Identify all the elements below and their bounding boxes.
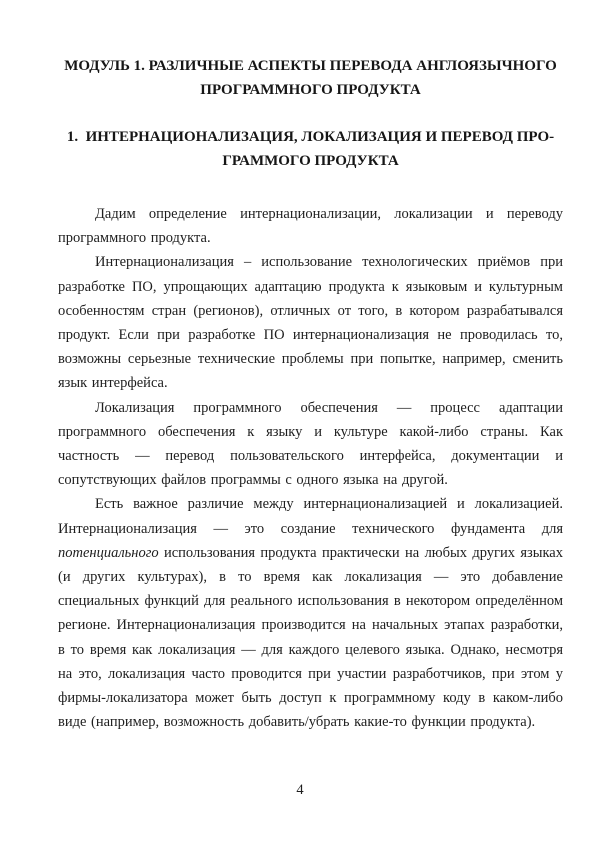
section-heading-line1: 1. ИНТЕРНАЦИОНАЛИЗАЦИЯ, ЛОКАЛИЗАЦИЯ И ПЕРЕВОД ПРО-	[66, 129, 555, 145]
page-content	[58, 54, 563, 734]
section-heading-line2: ГРАММОГО ПРОДУКТА	[222, 153, 399, 169]
page-number: 4	[296, 782, 304, 798]
module-heading-line2: ПРОГРАММНОГО ПРОДУКТА	[200, 82, 421, 98]
text-run: Есть важное различие между интернационализацией и локализацией. Интернационализация — это создание технического фундамента для	[58, 496, 563, 537]
paragraph	[58, 202, 563, 250]
text-run: Интернационализация – использование технологических приёмов при разработке ПО, упрощающих адаптацию продукта к языковым и культурным особенностям стран (регионов), отличных от того, в котором разрабатывался продукт. Если при разработке ПО интернационализация не проводилась то, возможны серьезные технические проблемы при попытке, например, сменить язык интерфейса.	[58, 254, 563, 392]
paragraph	[58, 492, 563, 734]
section-heading	[58, 125, 563, 173]
italic-text-run: потенциального	[58, 544, 159, 561]
paragraph	[58, 396, 563, 493]
paragraph	[58, 250, 563, 395]
module-heading-line1: МОДУЛЬ 1. РАЗЛИЧНЫЕ АСПЕКТЫ ПЕРЕВОДА АНГЛОЯЗЫЧНОГО	[64, 58, 557, 74]
paragraphs	[58, 202, 563, 734]
text-run: использования продукта практически на любых других языках (и других культурах), в то время как локализация — это добавление специальных функций для реального использования в некотором определённом регионе. Интернационализация производится на начальных этапах разработки, в то время как локализация — для каждого целевого языка. Однако, несмотря на это, локализация часто проводится при участии разработчиков, при этом у фирмы-локализатора может быть доступ к программному коду в каком-либо виде (например, возможность добавить/убрать какие-то функции продукта).	[58, 544, 563, 731]
text-run: Локализация программного обеспечения — процесс адаптации программного обеспечения к языку и культуре какой-либо страны. Как частность — перевод пользовательского интерфейса, документации и сопутствующих файлов программы с одного языка на другой.	[58, 399, 563, 489]
text-run: Дадим определение интернационализации, локализации и переводу программного продукта.	[58, 206, 563, 247]
module-heading	[58, 54, 563, 102]
